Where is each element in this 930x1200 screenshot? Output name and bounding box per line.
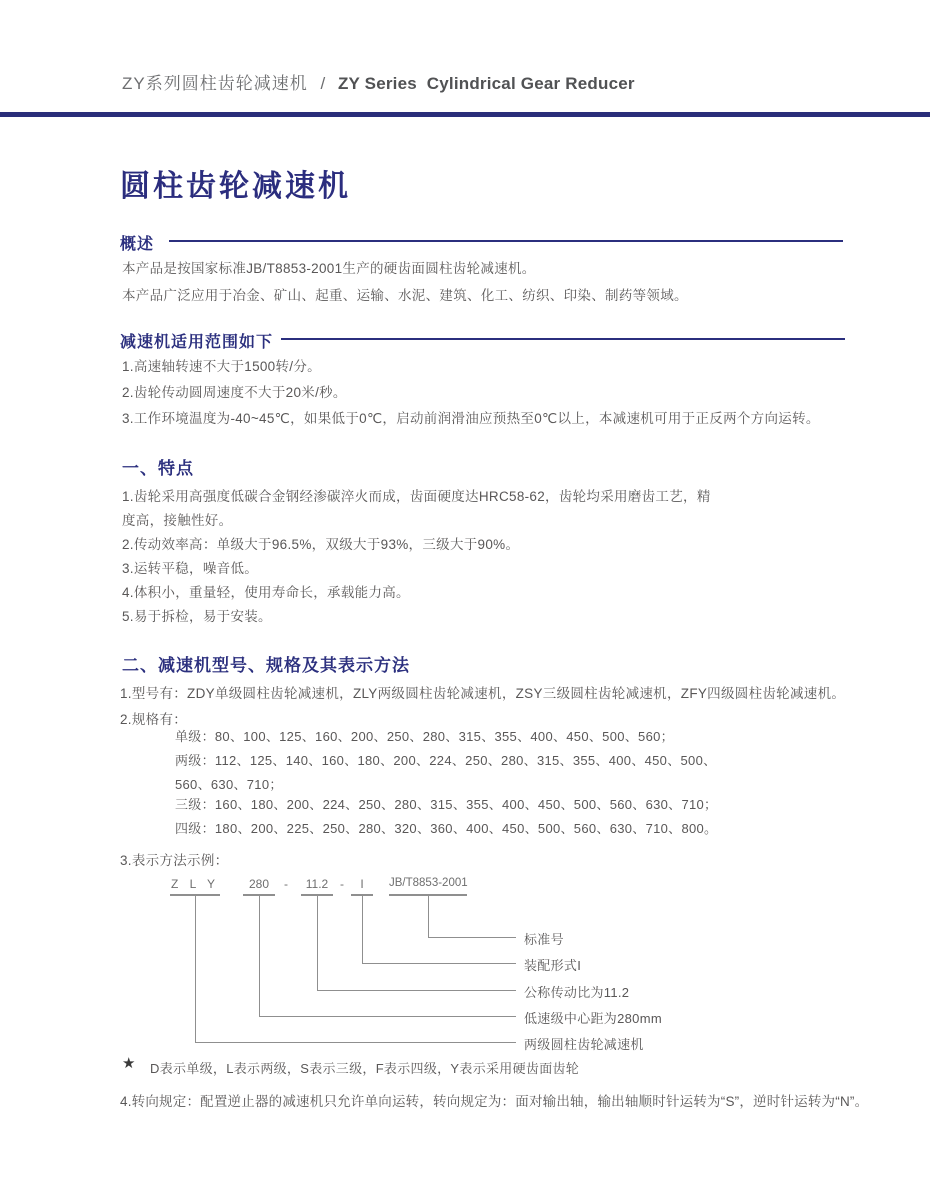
diagram-connector-line [317, 896, 318, 990]
models-heading: 二、减速机型号、规格及其表示方法 [122, 656, 410, 675]
rotation-note: 4.转向规定：配置逆止器的减速机只允许单向运转，转向规定为：面对输出轴，输出轴顺时针运转为“S”，逆时针运转为“N”。 [120, 1094, 869, 1109]
overview-paragraph: 本产品是按国家标准JB/T8853-2001生产的硬齿面圆柱齿轮减速机。 [122, 261, 536, 276]
callout-ratio: 公称传动比为11.2 [524, 985, 630, 1000]
diagram-code-assembly: I [351, 877, 373, 896]
feature-line: 4.体积小，重量轻，使用寿命长，承载能力高。 [122, 585, 410, 600]
scope-item: 2.齿轮传动圆周速度不大于20米/秒。 [122, 385, 347, 400]
diagram-code-type: Z L Y [170, 877, 220, 896]
feature-line: 度高，接触性好。 [122, 513, 233, 528]
page-header [122, 69, 635, 94]
spec-line-double: 两级：112、125、140、160、180、200、224、250、280、315、355、400、450、500、 [175, 753, 717, 768]
features-heading: 一、特点 [122, 459, 194, 478]
diagram-connector-line [362, 963, 516, 964]
spec-line-quad: 四级：180、200、225、250、280、320、360、400、450、500、560、630、710、800。 [175, 821, 718, 836]
scope-item: 1.高速轴转速不大于1500转/分。 [122, 359, 321, 374]
overview-heading: 概述 [120, 236, 155, 253]
diagram-connector-line [428, 896, 429, 937]
spec-line-triple: 三级：160、180、200、224、250、280、315、355、400、450、500、560、630、710； [175, 797, 718, 812]
diagram-code-dash: - [284, 877, 288, 891]
scope-heading-rule [281, 338, 845, 340]
diagram-code-ratio: 11.2 [301, 877, 333, 896]
page-title: 圆柱齿轮减速机 [120, 170, 351, 203]
star-note: D表示单级，L表示两级，S表示三级，F表示四级，Y表示采用硬齿面齿轮 [150, 1061, 580, 1076]
feature-line: 3.运转平稳，噪音低。 [122, 561, 259, 576]
diagram-connector-line [259, 896, 260, 1016]
diagram-connector-line [195, 1042, 516, 1043]
callout-assembly: 装配形式I [524, 958, 582, 973]
scope-heading: 减速机适用范围如下 [120, 334, 274, 351]
callout-center-distance: 低速级中心距为280mm [524, 1011, 662, 1026]
overview-paragraph: 本产品广泛应用于冶金、矿山、起重、运输、水泥、建筑、化工、纺织、印染、制药等领域。 [122, 288, 688, 303]
diagram-connector-line [259, 1016, 516, 1017]
diagram-code-standard: JB/T8853-2001 [389, 877, 467, 896]
diagram-connector-line [428, 937, 516, 938]
callout-reducer-type: 两级圆柱齿轮减速机 [524, 1037, 644, 1052]
diagram-connector-line [195, 896, 196, 1042]
overview-heading-rule [169, 240, 843, 242]
diagram-connector-line [362, 896, 363, 963]
header-title-en: ZY Series Cylindrical Gear Reducer [337, 74, 635, 93]
callout-standard: 标准号 [524, 932, 564, 947]
model-types-line: 1.型号有：ZDY单级圆柱齿轮减速机，ZLY两级圆柱齿轮减速机，ZSY三级圆柱齿轮减速机，ZFY四级圆柱齿轮减速机。 [120, 686, 846, 701]
diagram-connector-line [317, 990, 516, 991]
header-title-cn: ZY系列圆柱齿轮减速机 [122, 74, 308, 93]
diagram-code-center-distance: 280 [243, 877, 275, 896]
feature-line: 5.易于拆检，易于安装。 [122, 609, 272, 624]
feature-line: 1.齿轮采用高强度低碳合金钢经渗碳淬火而成，齿面硬度达HRC58-62，齿轮均采用磨齿工艺，精 [122, 489, 711, 504]
feature-line: 2.传动效率高：单级大于96.5%，双级大于93%，三级大于90%。 [122, 537, 520, 552]
spec-line-double-cont: 560、630、710； [175, 777, 283, 792]
header-rule [0, 112, 930, 117]
star-icon: ★ [122, 1055, 136, 1072]
spec-line-single: 单级：80、100、125、160、200、250、280、315、355、400、450、500、560； [175, 729, 674, 744]
scope-item: 3.工作环境温度为-40~45℃，如果低于0℃，启动前润滑油应预热至0℃以上，本减速机可用于正反两个方向运转。 [122, 411, 820, 426]
example-label: 3.表示方法示例： [120, 853, 229, 868]
spec-label: 2.规格有： [120, 712, 188, 727]
diagram-code-dash: - [340, 877, 344, 891]
header-separator: / [320, 74, 326, 93]
